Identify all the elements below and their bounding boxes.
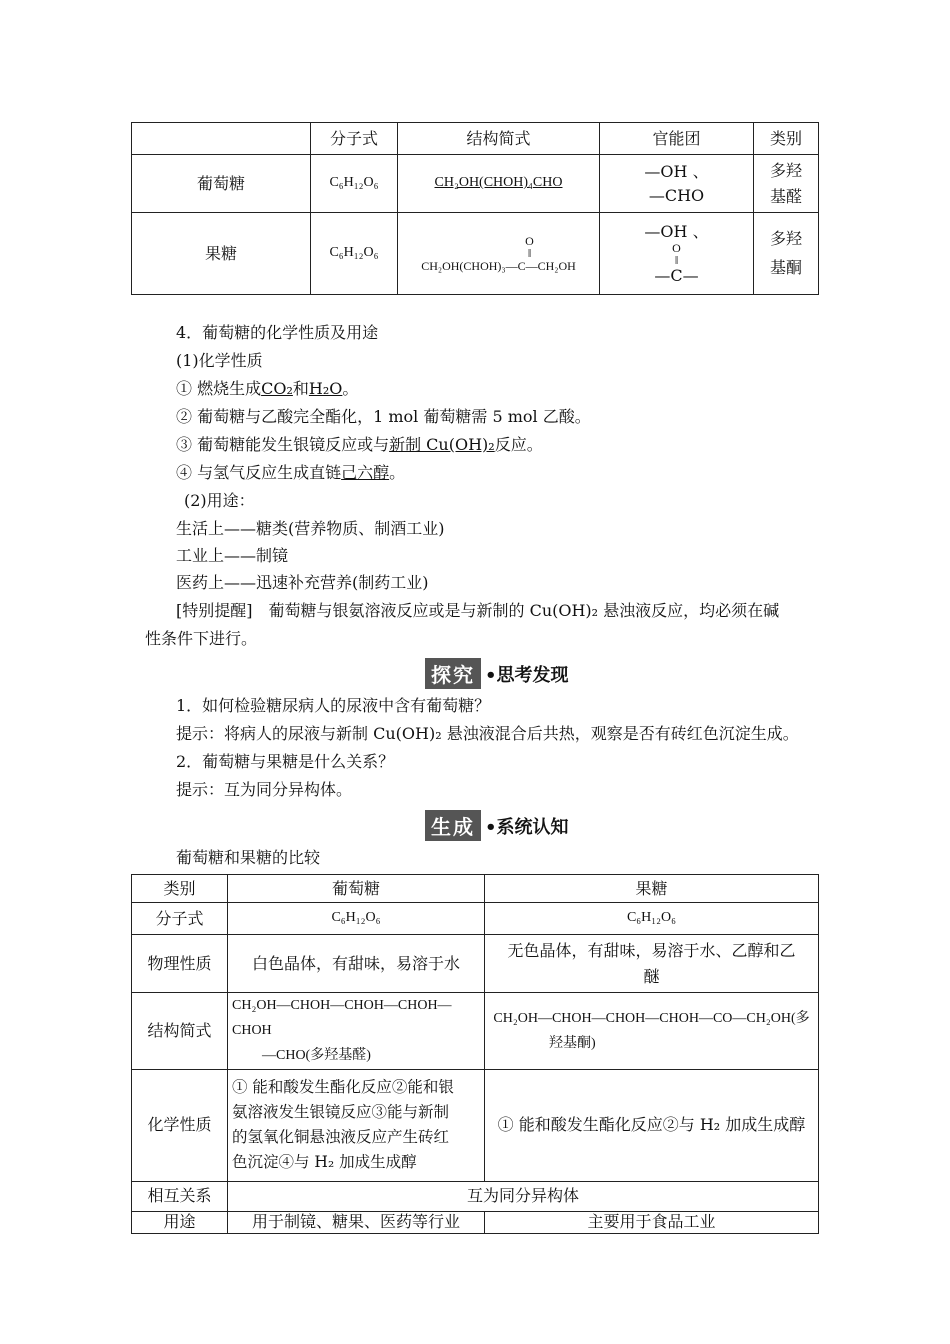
explore-banner-text: •思考发现 — [485, 664, 569, 686]
h2o-answer: H₂O — [308, 379, 343, 398]
cuoh2-answer: 新制 Cu(OH)₂ — [389, 435, 495, 454]
chem-item-4 — [176, 460, 405, 483]
fructose-category-line2: 基酮 — [769, 257, 802, 277]
fructose-structure-oxygen: O — [525, 233, 534, 248]
glucose-name: 葡萄糖 — [132, 155, 311, 213]
cmp-formula-glucose: C₆H₁₂O₆ — [228, 903, 485, 935]
glucose-groups — [600, 155, 754, 213]
fructose-double-bond: ‖ — [527, 246, 532, 261]
glucose-groups-line1: —OH 、 — [644, 161, 709, 181]
glucose-groups-line2: —CHO — [648, 185, 705, 205]
header-category: 类别 — [754, 123, 819, 155]
fructose-groups — [600, 213, 754, 295]
chem-item-4-pre: ④ 与氢气反应生成直链 — [176, 463, 342, 482]
co2-answer: CO₂ — [261, 379, 293, 398]
chem-item-1 — [176, 376, 358, 399]
header-structure: 结构简式 — [398, 123, 600, 155]
cmp-physical-glucose: 白色晶体，有甜味，易溶于水 — [228, 935, 485, 993]
cmp-chemical-glucose-2: 氨溶液发生银镜反应③能与新制 — [232, 1103, 450, 1122]
answer-2: 提示：互为同分异构体。 — [176, 780, 353, 799]
chem-item-1-mid: 和 — [292, 379, 309, 398]
cmp-structure-glucose-2: —CHO(多羟基醛) — [262, 1048, 371, 1064]
fructose-groups-oxygen: O — [672, 240, 681, 255]
header-groups: 官能团 — [600, 123, 754, 155]
summary-banner-text: •系统认知 — [485, 816, 569, 838]
chem-item-1-post: 。 — [342, 379, 359, 398]
question-2: 2．葡萄糖与果糖是什么关系？ — [176, 752, 395, 771]
chem-item-1-pre: ① 燃烧生成 — [176, 379, 262, 398]
cmp-chemical-glucose-1: ① 能和酸发生酯化反应②能和银 — [232, 1078, 454, 1097]
special-tip-line1: [特别提醒] 葡萄糖与银氨溶液反应或是与新制的 Cu(OH)₂ 悬浊液反应，均必须在碱 — [176, 601, 780, 620]
cmp-structure-fructose-2: 羟基酮) — [549, 1035, 596, 1051]
section4-title: 4．葡萄糖的化学性质及用途 — [176, 323, 379, 342]
cmp-chemical-fructose: ① 能和酸发生酯化反应②与 H₂ 加成生成醇 — [485, 1069, 819, 1181]
fructose-formula: C₆H₁₂O₆ — [311, 213, 398, 295]
cmp-chemical-glucose — [228, 1069, 485, 1181]
cmp-structure-fructose — [485, 993, 819, 1070]
fructose-name: 果糖 — [132, 213, 311, 295]
use-item-2: 工业上——制镜 — [176, 546, 289, 565]
cmp-physical-label: 物理性质 — [132, 935, 228, 993]
fructose-category — [754, 213, 819, 295]
chem-item-2: ② 葡萄糖与乙酸完全酯化，1 mol 葡萄糖需 5 mol 乙酸。 — [176, 407, 591, 426]
compare-caption: 葡萄糖和果糖的比较 — [176, 848, 321, 867]
fructose-groups-double-bond: ‖ — [674, 253, 679, 268]
header-formula: 分子式 — [311, 123, 398, 155]
answer-1: 提示：将病人的尿液与新制 Cu(OH)₂ 悬浊液混合后共热，观察是否有砖红色沉淀生成。 — [176, 724, 799, 743]
cmp-header-category: 类别 — [132, 875, 228, 903]
explore-banner-box: 探究 — [425, 658, 481, 689]
summary-banner — [425, 810, 569, 841]
fructose-structure-main: CH₂OH(CHOH)₃—C—CH₂OH — [421, 258, 576, 273]
cmp-physical-fructose-2: 醚 — [643, 966, 660, 986]
sugar-structure-table — [131, 122, 819, 295]
fructose-structure — [398, 213, 600, 295]
use-item-1: 生活上——糖类(营养物质、制酒工业) — [176, 519, 445, 538]
cmp-structure-glucose-1: CH₂OH—CHOH—CHOH—CHOH—CHOH — [232, 998, 452, 1039]
cmp-relation-value: 互为同分异构体 — [228, 1181, 819, 1211]
chem-item-3-pre: ③ 葡萄糖能发生银镜反应或与 — [176, 435, 390, 454]
summary-banner-box: 生成 — [425, 810, 481, 841]
use-item-3: 医药上——迅速补充营养(制药工业) — [176, 573, 429, 592]
glucose-category — [754, 155, 819, 213]
hexanol-answer: 己六醇 — [341, 463, 390, 482]
glucose-category-line1: 多羟 — [769, 160, 802, 180]
chem-item-3 — [176, 432, 543, 455]
cmp-structure-glucose — [228, 993, 485, 1070]
chem-item-3-post: 反应。 — [494, 435, 543, 454]
cmp-physical-fructose — [485, 935, 819, 993]
fructose-groups-line2: —C— — [654, 266, 699, 286]
cmp-formula-label: 分子式 — [132, 903, 228, 935]
chem-heading: (1)化学性质 — [176, 351, 263, 370]
comparison-table — [131, 874, 819, 1234]
cmp-structure-label: 结构简式 — [132, 993, 228, 1070]
cmp-chemical-glucose-3: 的氢氧化铜悬浊液反应产生砖红 — [232, 1128, 450, 1147]
cmp-relation-label: 相互关系 — [132, 1181, 228, 1211]
fructose-groups-line1: —OH 、 — [644, 221, 709, 241]
cmp-use-glucose: 用于制镜、糖果、医药等行业 — [228, 1211, 485, 1233]
use-heading: (2)用途： — [184, 491, 255, 510]
cmp-chemical-glucose-4: 色沉淀④与 H₂ 加成生成醇 — [232, 1152, 417, 1171]
header-empty — [132, 123, 311, 155]
cmp-header-fructose: 果糖 — [485, 875, 819, 903]
glucose-structure: CH₂OH(CHOH)₄CHO — [398, 155, 600, 213]
glucose-formula: C₆H₁₂O₆ — [311, 155, 398, 213]
chem-item-4-post: 。 — [389, 463, 406, 482]
special-tip-line2: 性条件下进行。 — [145, 629, 258, 648]
question-1: 1．如何检验糖尿病人的尿液中含有葡萄糖？ — [176, 696, 491, 715]
glucose-category-line2: 基醛 — [769, 186, 802, 206]
explore-banner — [425, 658, 569, 689]
cmp-use-label: 用途 — [132, 1211, 228, 1233]
cmp-chemical-label: 化学性质 — [132, 1069, 228, 1181]
cmp-physical-fructose-1: 无色晶体，有甜味，易溶于水、乙醇和乙 — [507, 940, 796, 960]
cmp-header-glucose: 葡萄糖 — [228, 875, 485, 903]
cmp-structure-fructose-1: CH₂OH—CHOH—CHOH—CHOH—CO—CH₂OH(多 — [493, 1010, 810, 1026]
cmp-formula-fructose: C₆H₁₂O₆ — [485, 903, 819, 935]
cmp-use-fructose: 主要用于食品工业 — [485, 1211, 819, 1233]
fructose-category-line1: 多羟 — [769, 228, 802, 248]
